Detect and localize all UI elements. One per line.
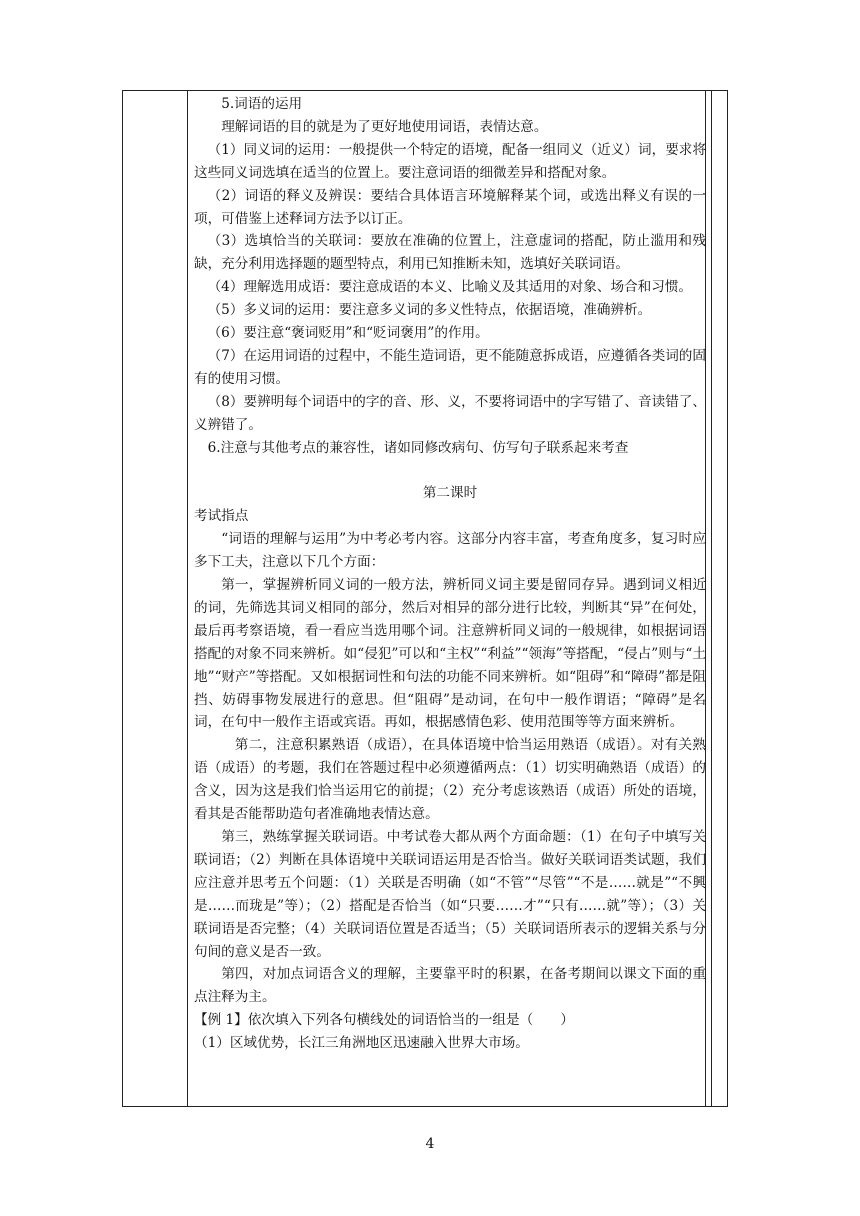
list-item: （6）要注意“褒词贬用”和“贬词褒用”的作用。 [207,325,489,342]
list-item: （3）选填恰当的关联词：要放在准确的位置上，注意虚词的搭配，防止滥用和残缺，充分利用选择题的题型特点，利用已知推断未知，选填好关联词语。 [194,233,706,273]
lesson-title: 第二课时 [422,485,478,502]
section-heading: 6.注意与其他考点的兼容性，诸如同修改病句、仿写句子联系起来考查 [207,439,629,456]
list-item: （8）要辨明每个词语中的字的音、形、义，不要将词语中的字写错了、音读错了、义辨错了。 [194,393,706,433]
page-number: 4 [425,1136,435,1152]
subheading: 考试指点 [194,508,249,525]
table-column-divider [711,91,712,1106]
list-item: （2）词语的释义及辨误：要结合具体语言环境解释某个词，或选出释义有误的一项，可借鉴上述释词方法予以订正。 [194,187,706,227]
spacer [194,460,706,483]
list-item: （7）在运用词语的过程中，不能生造词语，更不能随意拆成语，应遵循各类词的固有的使用习惯。 [194,347,706,387]
section-heading: 5.词语的运用 [221,96,303,112]
table-column-divider [187,91,188,1106]
table-content-cell [194,93,706,1055]
paragraph: 第一，掌握辨析同义词的一般方法，辨析同义词主要是留同存异。遇到词义相近的词，先筛选其词义相同的部分，然后对相异的部分进行比较，判断其“异”在何处，最后再考察语境，看一看应当选用哪个词。注意辨析同义词的一般规律，如根据词语搭配的对象不同来辨析。如“侵犯”可以和“主权”“利益”“领海”等搭配，“侵占”则与“土地”“财产”等搭配。又如根据词性和句法的功能不同来辨析。如“阻碍”和“障碍”都是阻挡、妨碍事物发展进行的意思。但“阻碍”是动词，在句中一般作谓语；“障碍”是名词，在句中一般作主语或宾语。再如，根据感情色彩、使用范围等等方面来辨析。 [194,577,706,731]
example-question: 【例 1】依次填入下列各句横线处的词语恰当的一组是（ ） [194,1012,574,1029]
paragraph: 第二，注意积累熟语（成语），在具体语境中恰当运用熟语（成语）。对有关熟语（成语）的考题，我们在答题过程中必须遵循两点：（1）切实明确熟语（成语）的含义，因为这是我们恰当运用它的前提；（2）充分考虑该熟语（成语）所处的语境，看其是否能帮助造句者准确地表情达意。 [194,737,706,823]
paragraph: 理解词语的目的就是为了更好地使用词语，表情达意。 [221,118,548,135]
paragraph: 第四，对加点词语含义的理解，主要靠平时的积累，在备考期间以课文下面的重点注释为主。 [194,966,706,1006]
paragraph: 第三，熟练掌握关联词语。中考试卷大都从两个方面命题：（1）在句子中填写关联词语；（2）判断在具体语境中关联词语运用是否恰当。做好关联词语类试题，我们应注意并思考五个问题：（1）关联是否明确（如“不管”“尽管”“不是……就是”“不興是……而珑是”等）；（2）搭配是否恰当（如“只要……才”“只有……就”等）；（3）关联词语是否完整；（4）关联词语位置是否适当；（5）关联词语所表示的逻辑关系与分句间的意义是否一致。 [194,828,706,960]
example-item: （1）区域优势，长江三角洲地区迅速融入世界大市场。 [194,1035,529,1052]
paragraph: “词语的理解与运用”为中考必考内容。这部分内容丰富，考查角度多，复习时应多下工夫，注意以下几个方面： [194,531,706,571]
list-item: （4）理解选用成语：要注意成语的本义、比喻义及其适用的对象、场合和习惯。 [207,279,693,296]
list-item: （1）同义词的运用：一般提供一个特定的语境，配备一组同义（近义）词，要求将这些同义词选填在适当的位置上。要注意词语的细微差异和搭配对象。 [194,141,706,181]
list-item: （5）多义词的运用：要注意多义词的多义性特点，依据语境，准确辨析。 [207,302,652,319]
